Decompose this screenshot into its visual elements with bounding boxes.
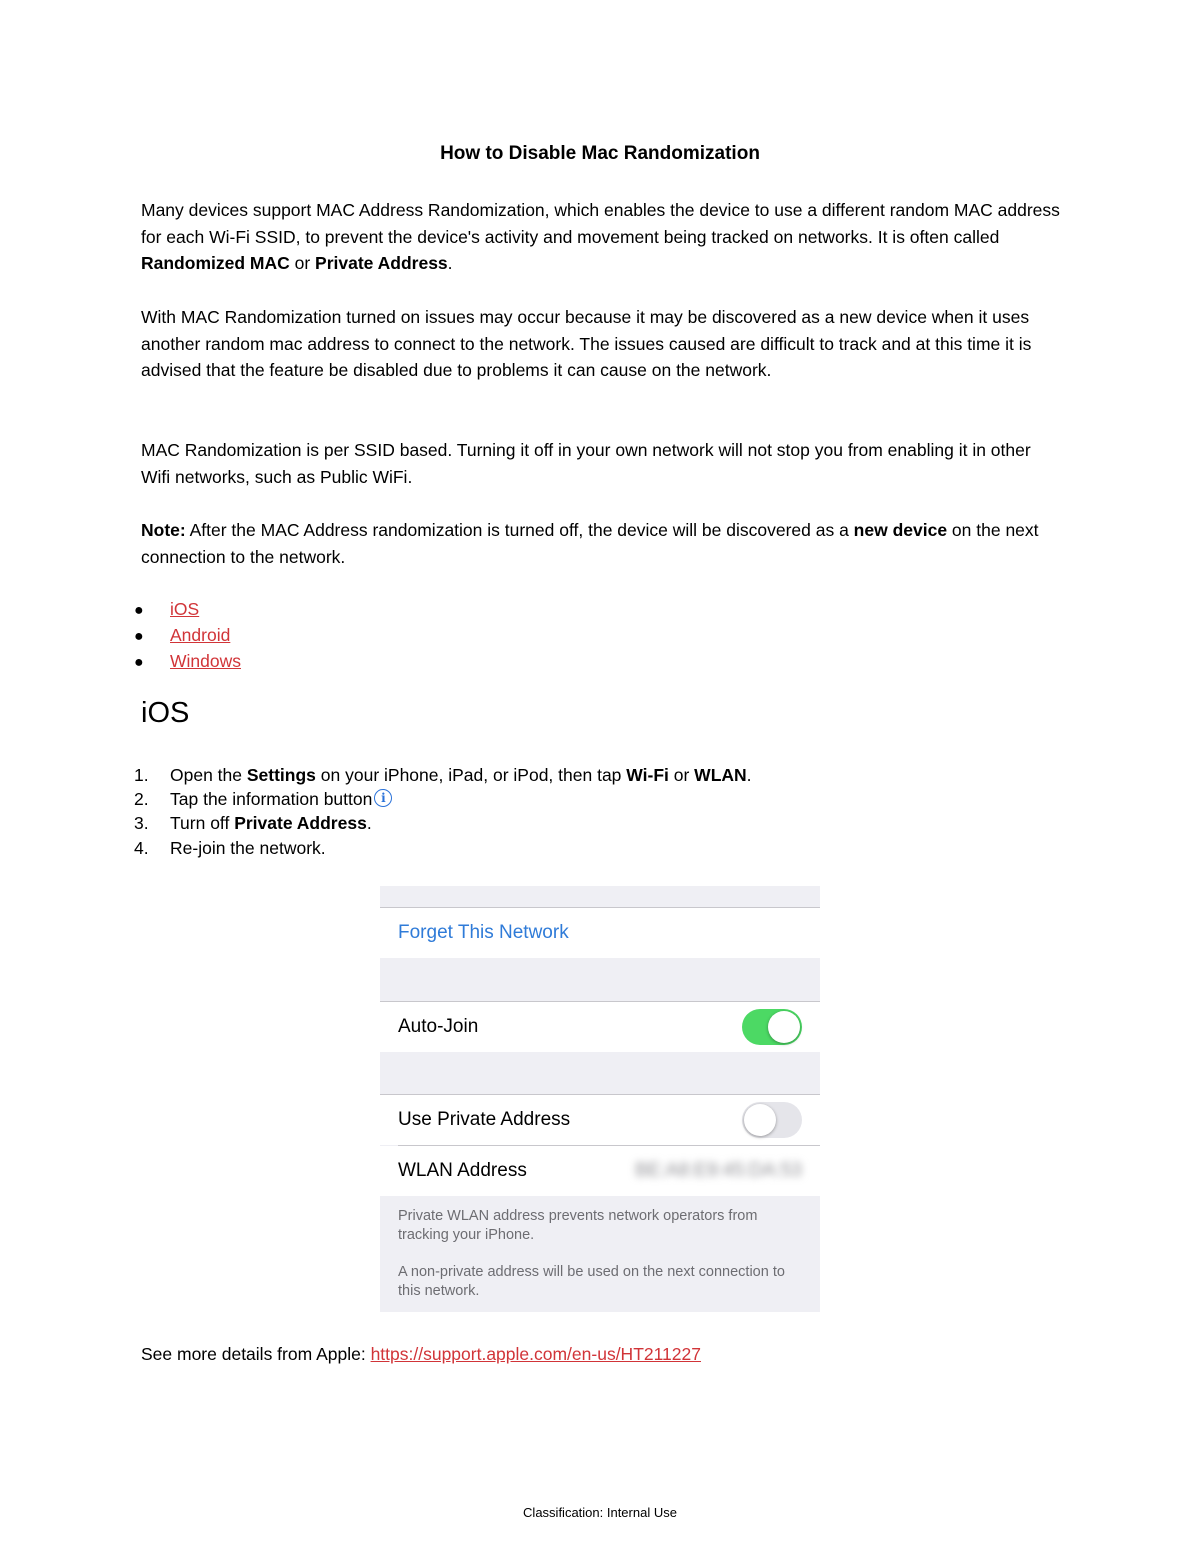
- bullet-icon: ●: [134, 654, 144, 671]
- forget-network-row[interactable]: [380, 908, 820, 958]
- step-number: 3.: [134, 813, 149, 834]
- list-item: [134, 836, 752, 860]
- toc-link-android[interactable]: Android: [170, 625, 231, 645]
- toc-link-windows[interactable]: Windows: [170, 651, 241, 671]
- note-bold: new device: [853, 520, 948, 540]
- intro-end: .: [447, 253, 453, 274]
- private-address-footnote: Private WLAN address prevents network operators from tracking your iPhone.: [398, 1208, 758, 1243]
- bullet-icon: ●: [134, 602, 144, 619]
- non-private-footnote: A non-private address will be used on the next connection to this network.: [398, 1264, 785, 1299]
- step-text: Open the: [170, 765, 247, 785]
- issues-paragraph: With MAC Randomization turned on issues may occur because it may be discovered as a new device when it uses another random mac address to connect to the network. The issues caused are difficult to track and at this time it is advised that the feature be disabled due to problems it can cause on the network.: [141, 307, 1032, 381]
- step-text: on your iPhone, iPad, or iPod, then tap: [315, 765, 627, 785]
- step-bold-wifi: Wi-Fi: [626, 765, 669, 785]
- more-details: [141, 1341, 1061, 1368]
- list-item: [134, 649, 241, 675]
- step-number: 1.: [134, 765, 149, 785]
- private-address-toggle[interactable]: [742, 1102, 802, 1138]
- list-item: [134, 787, 752, 811]
- page-title: How to Disable Mac Randomization: [440, 143, 760, 164]
- auto-join-row: [380, 1002, 820, 1052]
- toc-link-ios[interactable]: iOS: [170, 599, 200, 619]
- intro-term-private-address: Private Address: [315, 253, 448, 274]
- step-text: Re-join the network.: [170, 837, 326, 858]
- bullet-icon: ●: [134, 628, 144, 645]
- classification-footer: Classification: Internal Use: [523, 1505, 677, 1520]
- note-text: After the MAC Address randomization is turned off, the device will be discovered as a: [185, 520, 854, 540]
- ios-steps: [134, 763, 752, 860]
- step-text: Tap the information button: [170, 789, 373, 810]
- step-bold-settings: Settings: [246, 765, 316, 785]
- step-text: Turn off: [170, 813, 235, 834]
- intro-term-randomized-mac: Randomized MAC: [141, 253, 290, 274]
- step-text: or: [668, 765, 695, 785]
- info-icon: i: [374, 789, 392, 807]
- intro-or: or: [289, 253, 316, 274]
- toc-list: [134, 597, 241, 675]
- note-end: on the next connection to the network.: [141, 520, 1039, 567]
- private-address-label: Use Private Address: [398, 1109, 571, 1130]
- ios-heading: iOS: [141, 697, 190, 729]
- wlan-address-value: BE:A8:E9:45:DA:53: [635, 1160, 802, 1181]
- wlan-address-row: [380, 1146, 820, 1196]
- ios-wifi-settings-screenshot: [380, 886, 820, 1312]
- step-text: .: [366, 813, 372, 834]
- toggle-knob: [744, 1104, 776, 1136]
- apple-support-link[interactable]: https://support.apple.com/en-us/HT211227: [370, 1344, 701, 1364]
- step-number: 4.: [134, 837, 149, 858]
- list-item: [134, 597, 241, 623]
- wlan-address-label: WLAN Address: [398, 1160, 527, 1181]
- more-details-prefix: See more details from Apple:: [141, 1344, 371, 1364]
- list-item: [134, 763, 752, 787]
- auto-join-label: Auto-Join: [398, 1016, 479, 1037]
- intro-paragraph: [141, 197, 1061, 277]
- step-bold-private-address: Private Address: [234, 813, 367, 834]
- step-text: .: [746, 765, 752, 785]
- note-label: Note:: [141, 520, 186, 540]
- toggle-knob: [768, 1011, 800, 1043]
- ssid-paragraph: MAC Randomization is per SSID based. Turning it off in your own network will not stop you from enabling it in other Wifi networks, such as Public WiFi.: [141, 440, 1031, 487]
- note-paragraph: [141, 517, 1061, 570]
- list-item: [134, 623, 241, 649]
- step-bold-wlan: WLAN: [694, 765, 747, 785]
- intro-text: Many devices support MAC Address Randomization, which enables the device to use a different random MAC address for each Wi-Fi SSID, to prevent the device's activity and movement being tracked on networks. It is often called: [141, 200, 1060, 247]
- list-item: [134, 811, 752, 835]
- forget-network-button[interactable]: Forget This Network: [398, 922, 569, 943]
- step-number: 2.: [134, 789, 149, 810]
- auto-join-toggle[interactable]: [742, 1009, 802, 1045]
- private-address-row: [380, 1095, 820, 1145]
